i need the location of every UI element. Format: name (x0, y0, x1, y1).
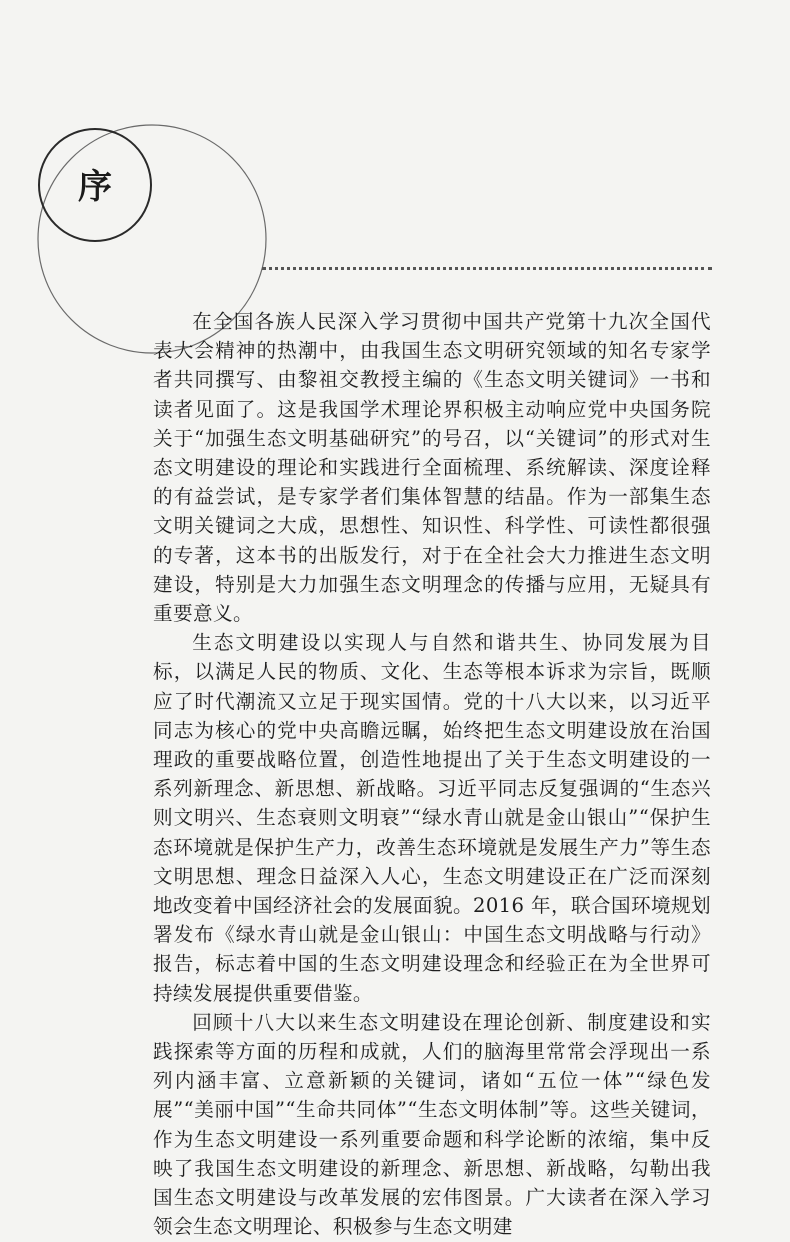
preface-body (153, 307, 711, 1242)
paragraph: 回顾十八大以来生态文明建设在理论创新、制度建设和实践探索等方面的历程和成就，人们的脑海里常常会浮现出一系列内涵丰富、立意新颖的关键词，诸如“五位一体”“绿色发展”“美丽中国”“生命共同体”“生态文明体制”等。这些关键词，作为生态文明建设一系列重要命题和科学论断的浓缩，集中反映了我国生态文明建设的新理念、新思想、新战略，勾勒出我国生态文明建设与改革发展的宏伟图景。广大读者在深入学习领会生态文明理论、积极参与生态文明建 (153, 1010, 711, 1239)
dotted-divider (262, 267, 712, 270)
paragraph: 生态文明建设以实现人与自然和谐共生、协同发展为目标，以满足人民的物质、文化、生态等根本诉求为宗旨，既顺应了时代潮流又立足于现实国情。党的十八大以来，以习近平同志为核心的党中央高瞻远瞩，始终把生态文明建设放在治国理政的重要战略位置，创造性地提出了关于生态文明建设的一系列新理念、新思想、新战略。习近平同志反复强调的“生态兴则文明兴、生态衰则文明衰”“绿水青山就是金山银山”“保护生态环境就是保护生产力，改善生态环境就是发展生产力”等生态文明思想、理念日益深入人心，生态文明建设正在广泛而深刻地改变着中国经济社会的发展面貌。2016 年，联合国环境规划署发布《绿水青山就是金山银山：中国生态文明战略与行动》报告，标志着中国的生态文明建设理念和经验正在为全世界可持续发展提供重要借鉴。 (153, 631, 711, 1005)
paragraph: 在全国各族人民深入学习贯彻中国共产党第十九次全国代表大会精神的热潮中，由我国生态文明研究领域的知名专家学者共同撰写、由黎祖交教授主编的《生态文明关键词》一书和读者见面了。这是我国学术理论界积极主动响应党中央国务院关于“加强生态文明基础研究”的号召，以“关键词”的形式对生态文明建设的理论和实践进行全面梳理、系统解读、深度诠释的有益尝试，是专家学者们集体智慧的结晶。作为一部集生态文明关键词之大成，思想性、知识性、科学性、可读性都很强的专著，这本书的出版发行，对于在全社会大力推进生态文明建设，特别是大力加强生态文明理念的传播与应用，无疑具有重要意义。 (153, 310, 711, 626)
page-heading: 序 (78, 167, 112, 207)
